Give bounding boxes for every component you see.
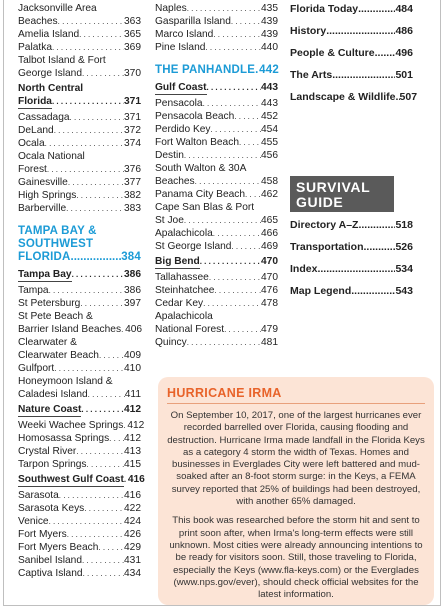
subregion-entry[interactable] — [18, 80, 141, 111]
page-number: 526 — [395, 241, 413, 253]
dot-leader — [49, 284, 124, 297]
entry-name-line-1: Talbot Island & Fort — [18, 55, 106, 66]
dot-leader — [99, 349, 124, 362]
toc-entry[interactable] — [18, 419, 145, 432]
page-number: 372 — [124, 125, 141, 136]
entry-name-text: Big Bend — [155, 256, 200, 267]
page-number: 371 — [124, 112, 141, 123]
page-number: 413 — [124, 446, 141, 457]
dot-leader — [207, 81, 261, 94]
toc-entry[interactable] — [18, 202, 141, 215]
toc-entry[interactable] — [155, 227, 278, 240]
toc-entry[interactable] — [18, 41, 141, 54]
contents-column-3-top — [290, 2, 418, 112]
dot-leader — [184, 149, 261, 162]
toc-entry[interactable] — [18, 176, 141, 189]
toc-entry[interactable] — [18, 362, 141, 375]
dot-leader — [81, 403, 124, 416]
dot-leader — [245, 188, 261, 201]
entry-name-line-2: Caladesi Island — [18, 389, 88, 400]
entry-name-text: Landscape & Wildlife — [290, 91, 396, 103]
dot-leader — [109, 432, 124, 445]
dot-leader — [211, 123, 262, 136]
toc-entry[interactable] — [155, 97, 278, 110]
dot-leader — [358, 218, 395, 233]
page-number: 534 — [395, 263, 413, 275]
dot-leader — [231, 15, 261, 28]
page-number: 411 — [124, 389, 141, 400]
entry-name-line-2: FLORIDA — [18, 251, 71, 263]
toc-entry[interactable] — [155, 240, 278, 253]
page-number: 374 — [124, 138, 141, 149]
entry-name-text: Pensacola — [155, 98, 203, 109]
page-number: 416 — [127, 474, 145, 485]
entry-name-text: Steinhatchee — [155, 285, 215, 296]
entry-name-text: DeLand — [18, 125, 54, 136]
page-number: 435 — [261, 3, 278, 14]
page-number: 465 — [261, 215, 278, 226]
entry-name-text: Tampa — [18, 285, 49, 296]
entry-name-text: Sarasota — [18, 490, 59, 501]
entry-name-text: Pensacola Beach — [155, 111, 235, 122]
toc-entry[interactable] — [18, 502, 141, 515]
entry-name-line-2: Beaches — [18, 16, 58, 27]
chapter-entry[interactable] — [290, 68, 413, 83]
entry-name-text: Naples — [155, 3, 187, 14]
entry-name-text: St George Island — [155, 241, 232, 252]
toc-entry[interactable] — [18, 458, 141, 471]
dot-leader — [195, 175, 261, 188]
entry-name-text: Gasparilla Island — [155, 16, 231, 27]
dot-leader — [79, 28, 124, 41]
page-number: 462 — [261, 189, 278, 200]
entry-name-line-2: Beaches — [155, 176, 195, 187]
entry-name-text: Homosassa Springs — [18, 433, 110, 444]
entry-name-line-1: Honeymoon Island & — [18, 376, 113, 387]
page-number: 484 — [395, 3, 413, 15]
entry-name-line-1: North Central — [18, 83, 84, 94]
toc-entry[interactable] — [155, 271, 278, 284]
page-number: 476 — [261, 285, 278, 296]
page-number: 455 — [261, 137, 278, 148]
page-number: 371 — [124, 96, 141, 107]
page-number: 412 — [124, 433, 141, 444]
entry-name-text: Sarasota Keys — [18, 503, 85, 514]
page-number: 481 — [261, 337, 278, 348]
page-number: 470 — [261, 272, 278, 283]
page-number: 496 — [395, 47, 413, 59]
subregion-entry[interactable] — [18, 471, 145, 489]
page-number: 443 — [261, 82, 278, 93]
dot-leader — [68, 176, 124, 189]
survival-guide-heading — [290, 176, 394, 212]
contents-column-2 — [155, 2, 278, 349]
entry-name-text: Captiva Island — [18, 568, 83, 579]
entry-name-text: High Springs — [18, 190, 77, 201]
entry-name-text: Pine Island — [155, 42, 206, 53]
chapter-entry[interactable] — [290, 240, 413, 255]
entry-name-line-2: George Island — [18, 68, 82, 79]
entry-name-line-1: South Walton & 30A — [155, 163, 247, 174]
entry-name-text: THE PANHANDLE — [155, 64, 256, 76]
entry-name-text: Nature Coast — [18, 404, 82, 415]
dot-leader — [200, 255, 261, 268]
page-number: 442 — [259, 64, 279, 76]
toc-entry[interactable] — [155, 310, 278, 336]
dot-leader — [76, 189, 124, 202]
entry-name-text: Destin — [155, 150, 184, 161]
page-number: 426 — [124, 529, 141, 540]
dot-leader — [70, 111, 124, 124]
dot-leader — [88, 388, 125, 401]
entry-name-text: History — [290, 25, 327, 37]
dot-leader — [66, 202, 124, 215]
hurricane-paragraph-2: This book was researched before the storm hit and sent to print soon after, when Irma's long-term effects were still unknown. Most cities were already announcing intentions to be ready for visitors soon. Still, those traveling to Florida, especially the Keys (www.fla-keys.com) or the Everglades (www.nps.gov/ever), should check official websites for the latest information. — [169, 515, 423, 601]
region-heading[interactable] — [155, 64, 278, 77]
page-number: 456 — [261, 150, 278, 161]
page-number: 518 — [395, 219, 413, 231]
toc-entry[interactable] — [18, 28, 141, 41]
entry-name-line-1: Clearwater & — [18, 337, 77, 348]
entry-name-line-1: TAMPA BAY & SOUTHWEST — [18, 225, 97, 250]
toc-entry[interactable] — [155, 15, 278, 28]
region-heading[interactable] — [18, 225, 141, 264]
dot-leader — [213, 227, 261, 240]
page-number: 370 — [124, 68, 141, 79]
toc-entry[interactable] — [18, 284, 141, 297]
entry-name-text: Cassadaga — [18, 112, 70, 123]
dot-leader — [209, 271, 261, 284]
dot-leader — [80, 297, 124, 310]
entry-name-text: Cedar Key — [155, 298, 204, 309]
dot-leader — [83, 567, 124, 580]
dot-leader — [187, 336, 261, 349]
chapter-entry[interactable] — [290, 262, 413, 277]
toc-entry[interactable] — [155, 188, 278, 201]
entry-name-text: Gainesville — [18, 177, 68, 188]
entry-name-line-1: Apalachicola — [155, 311, 213, 322]
chapter-entry[interactable] — [290, 24, 413, 39]
toc-entry[interactable] — [18, 489, 141, 502]
page-number: 386 — [124, 285, 141, 296]
dot-leader — [98, 541, 124, 554]
dot-leader — [358, 2, 395, 17]
entry-name-text: Fort Walton Beach — [155, 137, 239, 148]
toc-entry[interactable] — [155, 123, 278, 136]
subregion-entry[interactable] — [18, 401, 141, 419]
toc-entry[interactable] — [18, 310, 141, 336]
entry-name-text: Palatka — [18, 42, 52, 53]
page-number: 543 — [395, 285, 413, 297]
toc-entry[interactable] — [155, 162, 278, 188]
toc-entry[interactable] — [155, 136, 278, 149]
page-number: 369 — [124, 42, 141, 53]
hurricane-irma-box — [158, 377, 434, 605]
dot-leader — [59, 489, 124, 502]
entry-name-line-1: Ocala National — [18, 151, 85, 162]
toc-entry[interactable] — [18, 336, 141, 362]
dot-leader — [52, 41, 124, 54]
entry-name-text: Sanibel Island — [18, 555, 83, 566]
page-number: 363 — [124, 16, 141, 27]
dot-leader — [187, 2, 261, 15]
dot-leader — [84, 502, 124, 515]
toc-entry[interactable] — [155, 201, 278, 227]
toc-entry[interactable] — [155, 297, 278, 310]
toc-entry[interactable] — [18, 567, 141, 580]
contents-column-1 — [18, 2, 145, 580]
dot-leader — [82, 554, 124, 567]
entry-name-text: Barberville — [18, 203, 67, 214]
entry-name-text: Marco Island — [155, 29, 214, 40]
dot-leader — [184, 214, 261, 227]
page-number: 439 — [261, 29, 278, 40]
page-number: 440 — [261, 42, 278, 53]
entry-name-line-1: St Pete Beach & — [18, 311, 93, 322]
page-number: 443 — [261, 98, 278, 109]
entry-name-text: Quincy — [155, 337, 187, 348]
dot-leader — [213, 28, 261, 41]
page-number: 386 — [124, 269, 141, 280]
entry-name-text: Crystal River — [18, 446, 77, 457]
dot-leader — [364, 240, 396, 255]
subregion-entry[interactable] — [18, 266, 141, 284]
toc-entry[interactable] — [18, 150, 141, 176]
entry-name-line-2: Clearwater Beach — [18, 350, 99, 361]
dot-leader — [231, 240, 261, 253]
entry-name-line-2: Florida — [18, 96, 52, 107]
entry-name-text: Gulf Coast — [155, 82, 207, 93]
page-number: 377 — [124, 177, 141, 188]
page-number: 412 — [124, 404, 141, 415]
dot-leader — [351, 284, 395, 299]
page-number: 376 — [124, 164, 141, 175]
toc-entry[interactable] — [18, 432, 141, 445]
page-number: 424 — [124, 516, 141, 527]
entry-name-line-2: Barrier Island Beaches — [18, 324, 122, 335]
page-number: 452 — [261, 111, 278, 122]
dot-leader — [375, 46, 396, 61]
page-number: 431 — [124, 555, 141, 566]
entry-name-text: Tarpon Springs — [18, 459, 87, 470]
page-number: 383 — [124, 203, 141, 214]
page-number: 429 — [124, 542, 141, 553]
toc-entry[interactable] — [18, 137, 141, 150]
toc-entry[interactable] — [18, 54, 141, 80]
dot-leader — [203, 297, 261, 310]
entry-name-text: Panama City Beach — [155, 189, 246, 200]
dot-leader — [52, 95, 124, 108]
dot-leader — [214, 284, 261, 297]
entry-name-line-2: St Joe — [155, 215, 184, 226]
entry-name-text: Tallahassee — [155, 272, 209, 283]
entry-name-text: Weeki Wachee Springs — [18, 420, 124, 431]
dot-leader — [71, 251, 122, 264]
toc-entry[interactable] — [155, 149, 278, 162]
page-number: 434 — [124, 568, 141, 579]
dot-leader — [67, 528, 124, 541]
toc-entry[interactable] — [155, 110, 278, 123]
page-number: 501 — [395, 69, 413, 81]
toc-entry[interactable] — [18, 297, 141, 310]
entry-name-text: Index — [290, 263, 318, 275]
dot-leader — [234, 110, 261, 123]
entry-name-text: St Petersburg — [18, 298, 81, 309]
survival-guide-line-1: SURVIVAL — [296, 179, 371, 195]
page-number: 507 — [399, 91, 418, 103]
dot-leader — [203, 97, 261, 110]
entry-name-text: Perdido Key — [155, 124, 211, 135]
hurricane-title: HURRICANE IRMA — [167, 386, 425, 404]
dot-leader — [45, 137, 124, 150]
entry-name-text: Apalachicola — [155, 228, 213, 239]
page-number: 470 — [261, 256, 278, 267]
toc-entry[interactable] — [18, 515, 141, 528]
entry-name-text: Fort Myers Beach — [18, 542, 99, 553]
entry-name-text: Amelia Island — [18, 29, 80, 40]
dot-leader — [87, 458, 124, 471]
page-number: 416 — [124, 490, 141, 501]
toc-entry[interactable] — [155, 284, 278, 297]
dot-leader — [326, 24, 395, 39]
page-number: 458 — [261, 176, 278, 187]
dot-leader — [54, 124, 124, 137]
dot-leader — [54, 362, 124, 375]
page-number: 454 — [261, 124, 278, 135]
toc-entry[interactable] — [18, 528, 141, 541]
entry-name-line-1: Cape San Blas & Port — [155, 202, 255, 213]
entry-name-text: Florida Today — [290, 3, 359, 15]
page-number: 384 — [121, 251, 141, 263]
page-number: 415 — [124, 459, 141, 470]
page-number: 365 — [124, 29, 141, 40]
page-number: 409 — [124, 350, 141, 361]
entry-name-text: Southwest Gulf Coast — [18, 474, 124, 485]
entry-name-line-2: Forest — [18, 164, 47, 175]
toc-entry[interactable] — [18, 541, 141, 554]
toc-entry[interactable] — [155, 41, 278, 54]
page-number: 406 — [125, 324, 143, 335]
toc-entry[interactable] — [18, 111, 141, 124]
page-number: 486 — [395, 25, 413, 37]
toc-entry[interactable] — [18, 124, 141, 137]
entry-name-text: Ocala — [18, 138, 45, 149]
dot-leader — [82, 67, 124, 80]
dot-leader — [224, 323, 261, 336]
page-number: 469 — [261, 241, 278, 252]
page-number: 478 — [261, 298, 278, 309]
dot-leader — [58, 15, 124, 28]
chapter-entry[interactable] — [290, 46, 413, 61]
entry-name-text: Fort Myers — [18, 529, 67, 540]
dot-leader — [317, 262, 395, 277]
entry-name-text: Venice — [18, 516, 49, 527]
toc-entry[interactable] — [18, 554, 141, 567]
dot-leader — [239, 136, 261, 149]
toc-entry[interactable] — [18, 2, 141, 28]
entry-name-text: People & Culture — [290, 47, 375, 59]
chapter-entry[interactable] — [290, 218, 413, 233]
page-number: 466 — [261, 228, 278, 239]
survival-guide-line-2: GUIDE — [296, 194, 344, 210]
entry-name-text: Tampa Bay — [18, 269, 72, 280]
page-number: 397 — [124, 298, 141, 309]
page-number: 479 — [261, 324, 278, 335]
page-number: 412 — [127, 420, 145, 431]
toc-entry[interactable] — [155, 28, 278, 41]
entry-name-text: The Arts — [290, 69, 333, 81]
toc-entry[interactable] — [18, 445, 141, 458]
entry-name-text: Directory A–Z — [290, 219, 359, 231]
chapter-entry[interactable] — [290, 2, 413, 17]
subregion-entry[interactable] — [155, 253, 278, 271]
page-number: 382 — [124, 190, 141, 201]
entry-name-line-1: Jacksonville Area — [18, 3, 97, 14]
dot-leader — [332, 68, 395, 83]
dot-leader — [47, 163, 124, 176]
entry-name-text: Gulfport — [18, 363, 55, 374]
page-number: 439 — [261, 16, 278, 27]
subregion-entry[interactable] — [155, 79, 278, 97]
toc-entry[interactable] — [18, 189, 141, 202]
contents-column-3-bottom — [290, 218, 413, 306]
toc-entry[interactable] — [18, 375, 141, 401]
entry-name-text: Transportation — [290, 241, 364, 253]
chapter-entry[interactable] — [290, 284, 413, 299]
dot-leader — [72, 268, 124, 281]
page-number: 410 — [124, 363, 141, 374]
toc-entry[interactable] — [155, 336, 278, 349]
dot-leader — [49, 515, 124, 528]
page-number: 422 — [124, 503, 141, 514]
dot-leader — [205, 41, 261, 54]
entry-name-line-2: National Forest — [155, 324, 225, 335]
chapter-entry[interactable] — [290, 90, 418, 105]
toc-entry[interactable] — [155, 2, 278, 15]
entry-name-text: Map Legend — [290, 285, 352, 297]
hurricane-paragraph-1: On September 10, 2017, one of the largest hurricanes ever recorded barrelled over Florida, causing flooding and destruction. Hurricane Irma made landfall in the Florida Keys as a category 4 storm the width of Texas. Homes and businesses in Everglades City were left battered and mud-soaked after an 8-foot storm surge: in the Keys, a FEMA survey reported that 25% of buildings had been destroyed, with another 65% damaged. — [167, 410, 425, 508]
dot-leader — [76, 445, 124, 458]
